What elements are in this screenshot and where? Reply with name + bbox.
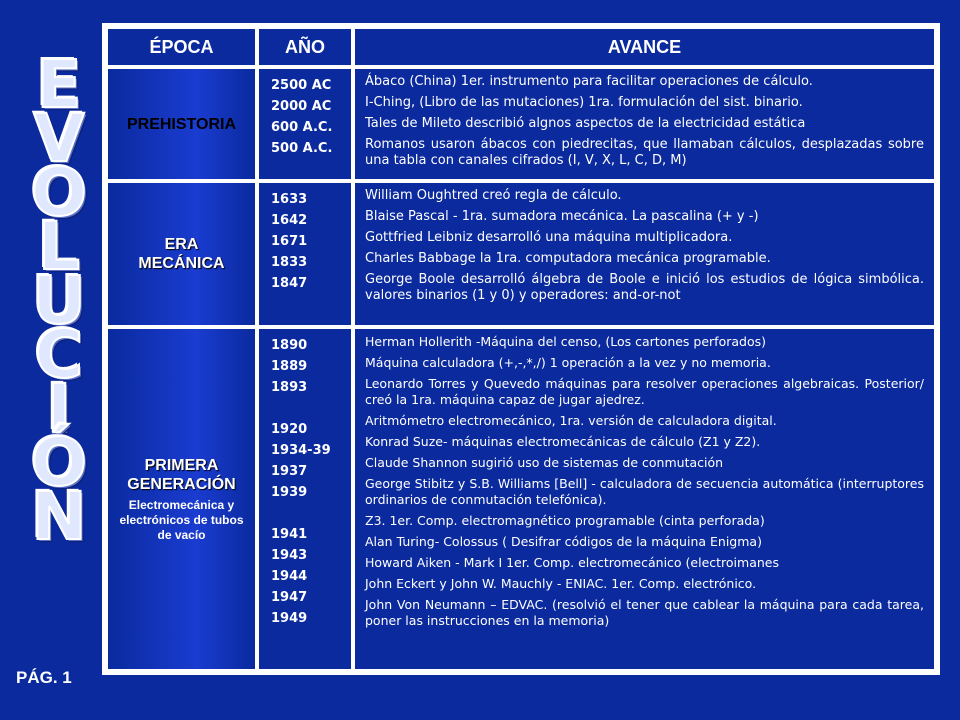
advance-item: John Von Neumann – EDVAC. (resolvió el tener que cablear la máquina para cada tarea, poner las instrucciones en la memoria) <box>365 597 924 628</box>
advance-item: Howard Aiken - Mark I 1er. Comp. electromecánico (electroimanes <box>365 555 779 570</box>
advance-item: Claude Shannon sugirió uso de sistemas de conmutación <box>365 455 724 470</box>
year-item: 1847 <box>271 276 308 291</box>
advance-item: George Stibitz y S.B. Williams [Bell] - calculadora de secuencia automática (interruptores ordinarios de conmutación telefónica). <box>365 476 924 507</box>
year-item: 1833 <box>271 255 308 270</box>
years-cell <box>257 67 353 181</box>
advance-item: Herman Hollerith -Máquina del censo, (Los cartones perforados) <box>365 334 766 349</box>
table-row-era-mecanica <box>106 181 936 327</box>
advance-item: Tales de Mileto describió algnos aspectos de la electricidad estática <box>365 116 806 131</box>
period-name: ERA MECÁNICA <box>138 236 225 272</box>
advance-item: George Boole desarrolló álgebra de Boole e inició los estudios de lógica simbólica. valores binarios (1 y 0) y operadores: and-or-not <box>365 272 924 303</box>
year-item: 1941 <box>271 527 308 542</box>
advance-item: Z3. 1er. Comp. electromagnético programable (cinta perforada) <box>365 513 765 528</box>
advances-cell <box>353 67 936 181</box>
title-letter: L <box>37 208 81 285</box>
year-item: 500 A.C. <box>271 141 333 156</box>
year-item: 1934-39 <box>271 443 331 458</box>
advance-item: John Eckert y John W. Mauchly - ENIAC. 1er. Comp. electrónico. <box>365 576 757 591</box>
years-cell <box>257 327 353 671</box>
year-item: 1633 <box>271 192 308 207</box>
title-letter: O <box>30 154 88 231</box>
period-cell <box>106 67 257 181</box>
year-item: 1920 <box>271 422 308 437</box>
title-letter: V <box>33 100 85 177</box>
advances-cell <box>353 181 936 327</box>
header-avance: AVANCE <box>353 27 936 67</box>
advance-item: Alan Turing- Colossus ( Desifrar códigos de la máquina Enigma) <box>365 534 762 549</box>
evolucion-vertical-title <box>14 46 104 555</box>
year-spacer <box>271 398 351 419</box>
title-letter: N <box>31 478 87 555</box>
year-item: 1890 <box>271 338 308 353</box>
period-cell <box>106 327 257 671</box>
advance-item: Blaise Pascal - 1ra. sumadora mecánica. La pascalina (+ y -) <box>365 209 759 224</box>
period-subtitle: Electromecánica y electrónicos de tubos de vacío <box>119 497 244 542</box>
title-letter: I <box>46 370 72 447</box>
advance-item: Romanos usaron ábacos con piedrecitas, que llamaban cálculos, desplazadas sobre una tabla con canales cifrados (I, V, X, L, C, D, M) <box>365 137 924 168</box>
advance-item: Gottfried Leibniz desarrolló una máquina multiplicadora. <box>365 230 733 245</box>
title-letter: C <box>34 316 84 393</box>
header-epoca: ÉPOCA <box>106 27 257 67</box>
table-row-primera-generacion <box>106 327 936 671</box>
year-item: 1671 <box>271 234 308 249</box>
year-item: 1893 <box>271 380 308 395</box>
advance-item: Ábaco (China) 1er. instrumento para facilitar operaciones de cálculo. <box>365 74 813 89</box>
page-number-label: PÁG. 1 <box>16 668 72 687</box>
year-item: 2500 AC <box>271 78 332 93</box>
table-row-prehistoria <box>106 67 936 181</box>
advance-item: William Oughtred creó regla de cálculo. <box>365 188 622 203</box>
title-letter: Ó <box>30 424 88 501</box>
year-item: 1642 <box>271 213 308 228</box>
year-item: 1944 <box>271 569 308 584</box>
period-name: PREHISTORIA <box>126 115 237 133</box>
years-cell <box>257 181 353 327</box>
advance-item: I-Ching, (Libro de las mutaciones) 1ra. formulación del sist. binario. <box>365 95 803 110</box>
year-item: 1937 <box>271 464 308 479</box>
advance-item: Leonardo Torres y Quevedo máquinas para resolver operaciones algebraicas. Posterior/ creó la 1ra. máquina capaz de jugar ajedrez. <box>365 376 924 407</box>
evolution-table <box>102 23 940 675</box>
year-item: 1949 <box>271 611 308 626</box>
title-letter: U <box>32 262 86 339</box>
advance-item: Aritmómetro electromecánico, 1ra. versión de calculadora digital. <box>365 413 777 428</box>
table-header-row <box>106 27 936 67</box>
period-name: PRIMERA GENERACIÓN <box>127 456 236 493</box>
year-item: 1889 <box>271 359 308 374</box>
advance-item: Máquina calculadora (+,-,*,/) 1 operación a la vez y no memoria. <box>365 355 771 370</box>
period-cell <box>106 181 257 327</box>
year-item: 1939 <box>271 485 308 500</box>
advance-item: Konrad Suze- máquinas electromecánicas de cálculo (Z1 y Z2). <box>365 434 761 449</box>
year-item: 600 A.C. <box>271 120 333 135</box>
year-item: 1947 <box>271 590 308 605</box>
year-item: 1943 <box>271 548 308 563</box>
header-anio: AÑO <box>257 27 353 67</box>
advances-cell <box>353 327 936 671</box>
title-letter: E <box>36 46 82 123</box>
advance-item: Charles Babbage la 1ra. computadora mecánica programable. <box>365 251 771 266</box>
year-item: 2000 AC <box>271 99 332 114</box>
year-spacer <box>271 503 351 524</box>
